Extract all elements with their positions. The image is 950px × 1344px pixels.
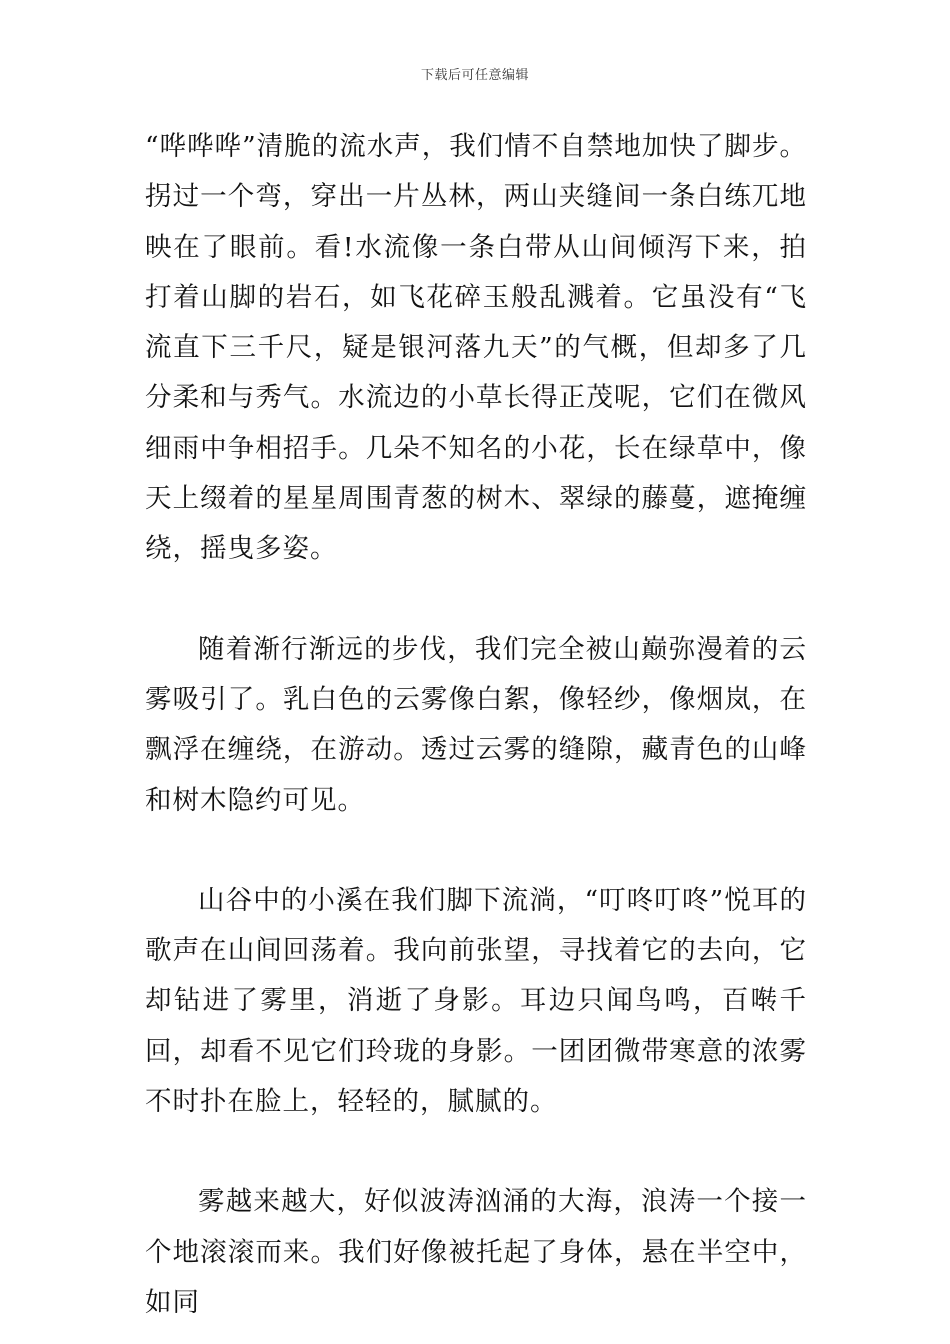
article-body [145, 122, 807, 1328]
paragraph-stream: 山谷中的小溪在我们脚下流淌，“叮咚叮咚”悦耳的歌声在山间回荡着。我向前张望，寻找着它的去向，它却钻进了雾里，消逝了身影。耳边只闻鸟鸣，百啭千回，却看不见它们玲珑的身影。一团团微带寒意的浓雾不时扑在脸上，轻轻的，腻腻的。 [145, 884, 807, 1118]
paragraph-clouds: 随着渐行渐远的步伐，我们完全被山巅弥漫着的云雾吸引了。乳白色的云雾像白絮，像轻纱，像烟岚，在飘浮在缠绕，在游动。透过云雾的缝隙，藏青色的山峰和树木隐约可见。 [145, 633, 807, 816]
paragraph-gap [145, 1127, 807, 1177]
download-note: 下载后可任意编辑 [420, 68, 529, 83]
paragraph-fog: 雾越来越大，好似波涛汹涌的大海，浪涛一个接一个地滚滚而来。我们好像被托起了身体，悬在半空中，如同 [145, 1186, 807, 1318]
paragraph-gap [145, 575, 807, 625]
paragraph-waterfall: “哗哗哗”清脆的流水声，我们情不自禁地加快了脚步。拐过一个弯，穿出一片丛林，两山夹缝间一条白练兀地映在了眼前。看!水流像一条白带从山间倾泻下来，拍打着山脚的岩石，如飞花碎玉般乱溅着。它虽没有“飞流直下三千尺，疑是银河落九天”的气概，但却多了几分柔和与秀气。水流边的小草长得正茂呢，它们在微风细雨中争相招手。几朵不知名的小花，长在绿草中，像天上缀着的星星周围青葱的树木、翠绿的藤蔓，遮掩缠绕，摇曳多姿。 [145, 131, 807, 565]
paragraph-gap [145, 826, 807, 876]
